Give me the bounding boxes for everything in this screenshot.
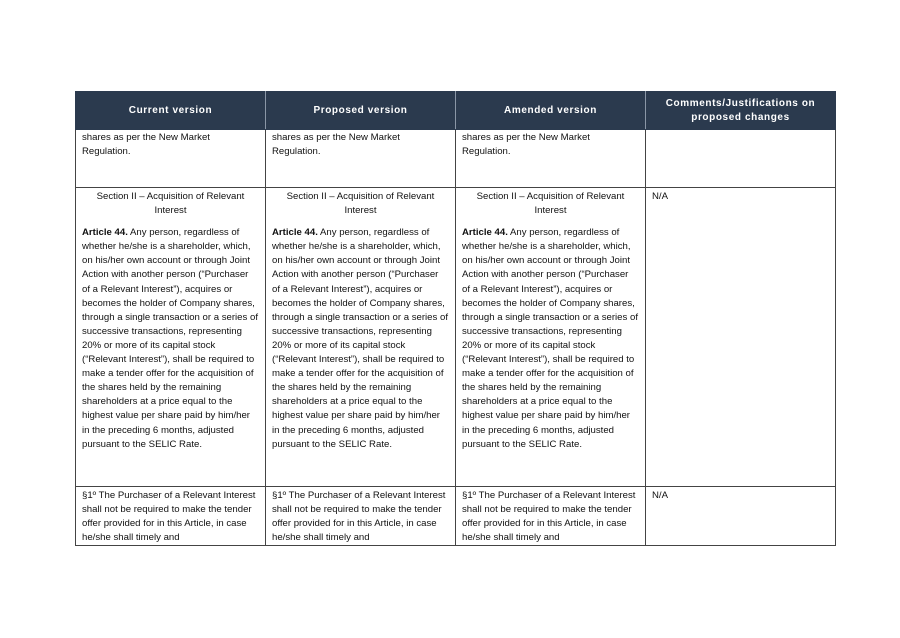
article-label: Article 44.	[272, 227, 318, 239]
cell-current	[76, 188, 266, 487]
cell-comment: N/A	[646, 188, 836, 487]
header-proposed-version: Proposed version	[266, 92, 456, 130]
cell-comment: N/A	[646, 487, 836, 546]
cell-text: §1º The Purchaser of a Relevant Interest shall not be required to make the tender offer provided for in this Article, in case he/she shall timely and	[82, 490, 256, 544]
header-current-version: Current version	[76, 92, 266, 130]
header-row	[76, 92, 836, 130]
section-title: Section II – Acquisition of Relevant Interest	[96, 191, 245, 217]
header-comments: Comments/Justifications on proposed changes	[646, 92, 836, 130]
article-paragraph	[462, 226, 639, 452]
article-text: Any person, regardless of whether he/she is a shareholder, which, on his/her own account or through Joint Action with another person (“Purchaser of a Relevant Interest”), acquires or becomes the holder of Company shares, through a single transaction or a series of successive transactions, representing 20% or more of its capital stock (“Relevant Interest”), shall be required to make a tender offer for the acquisition of the shares held by the remaining shareholders at a price equal to the highest value per share paid by him/her in the preceding 6 months, adjusted pursuant to the SELIC Rate.	[272, 227, 448, 450]
article-text: Any person, regardless of whether he/she is a shareholder, which, on his/her own account or through Joint Action with another person (“Purchaser of a Relevant Interest”), acquires or becomes the holder of Company shares, through a single transaction or a series of successive transactions, representing 20% or more of its capital stock (“Relevant Interest”), shall be required to make a tender offer for the acquisition of the shares held by the remaining shareholders at a price equal to the highest value per share paid by him/her in the preceding 6 months, adjusted pursuant to the SELIC Rate.	[82, 227, 258, 450]
cell-proposed	[266, 188, 456, 487]
cell-amended	[456, 130, 646, 188]
article-text: Any person, regardless of whether he/she is a shareholder, which, on his/her own account or through Joint Action with another person (“Purchaser of a Relevant Interest”), acquires or becomes the holder of Company shares, through a single transaction or a series of successive transactions, representing 20% or more of its capital stock (“Relevant Interest”), shall be required to make a tender offer for the acquisition of the shares held by the remaining shareholders at a price equal to the highest value per share paid by him/her in the preceding 6 months, adjusted pursuant to the SELIC Rate.	[462, 227, 638, 450]
article-paragraph	[272, 226, 449, 452]
table-row	[76, 487, 836, 546]
header-amended-version: Amended version	[456, 92, 646, 130]
cell-text: shares as per the New Market Regulation.	[82, 132, 210, 158]
article-paragraph	[82, 226, 259, 452]
table-row	[76, 188, 836, 487]
article-label: Article 44.	[462, 227, 508, 239]
table-row	[76, 130, 836, 188]
cell-amended	[456, 188, 646, 487]
cell-current	[76, 130, 266, 188]
cell-proposed	[266, 487, 456, 546]
section-title: Section II – Acquisition of Relevant Interest	[286, 191, 435, 217]
section-title: Section II – Acquisition of Relevant Interest	[476, 191, 625, 217]
article-label: Article 44.	[82, 227, 128, 239]
cell-amended	[456, 487, 646, 546]
cell-text: §1º The Purchaser of a Relevant Interest shall not be required to make the tender offer provided for in this Article, in case he/she shall timely and	[272, 490, 446, 544]
cell-text: shares as per the New Market Regulation.	[272, 132, 400, 158]
cell-current	[76, 487, 266, 546]
cell-proposed	[266, 130, 456, 188]
comparison-table	[75, 91, 836, 546]
cell-comment	[646, 130, 836, 188]
cell-text: §1º The Purchaser of a Relevant Interest shall not be required to make the tender offer provided for in this Article, in case he/she shall timely and	[462, 490, 636, 544]
cell-text: shares as per the New Market Regulation.	[462, 132, 590, 158]
